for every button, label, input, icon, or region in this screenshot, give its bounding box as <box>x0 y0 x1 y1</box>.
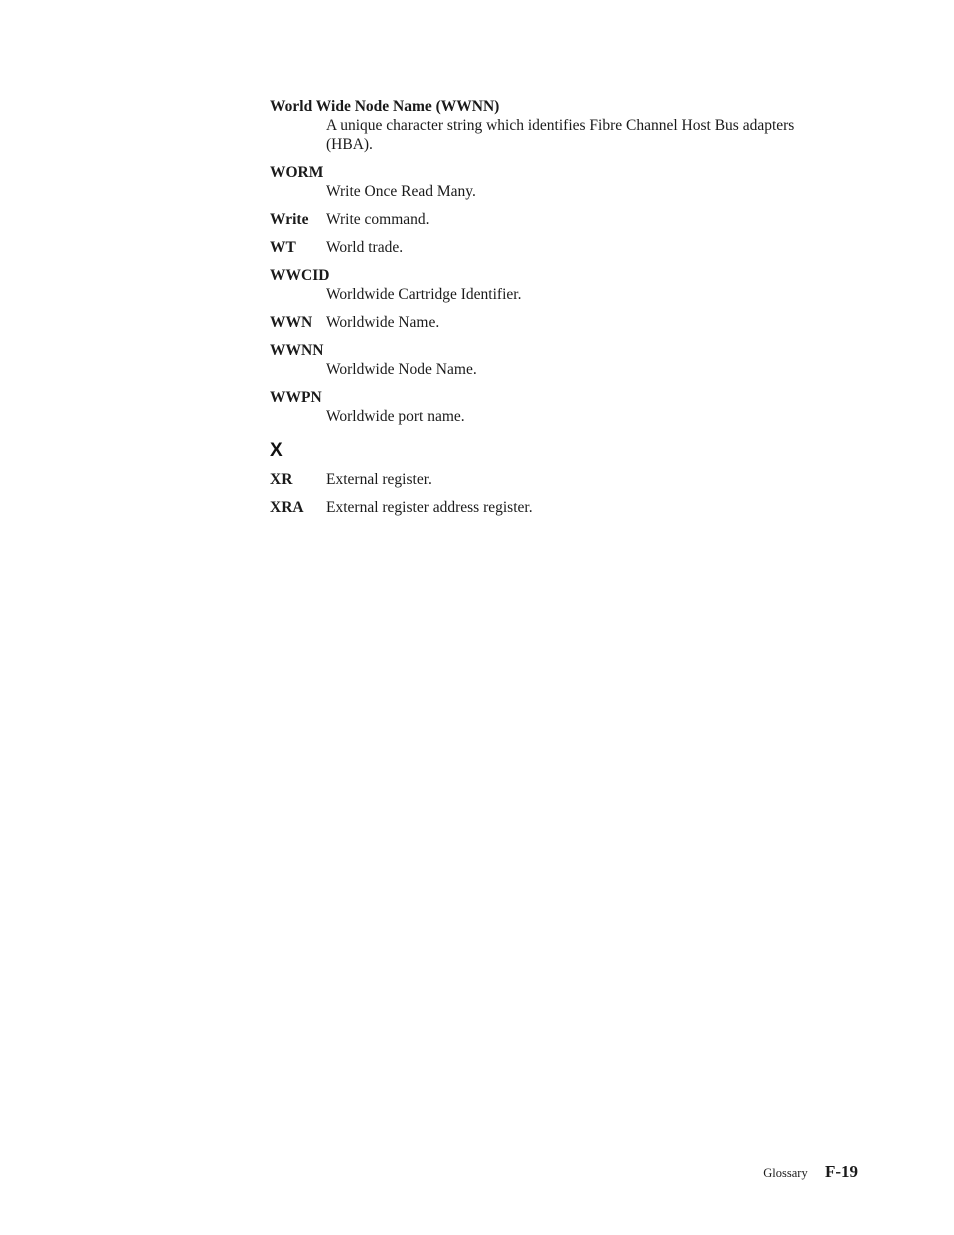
glossary-term: WT <box>270 239 296 256</box>
glossary-entry <box>270 388 810 426</box>
glossary-entry <box>270 97 810 154</box>
glossary-definition: Write command. <box>326 211 430 228</box>
glossary-definition: Worldwide port name. <box>326 408 465 425</box>
glossary-entry <box>270 470 810 489</box>
glossary-definition: Worldwide Name. <box>326 314 440 331</box>
glossary-entry <box>270 341 810 379</box>
glossary-term: WWPN <box>270 389 322 406</box>
glossary-entry <box>270 210 810 229</box>
glossary-term: XRA <box>270 499 304 516</box>
page-footer <box>763 1161 858 1184</box>
glossary-definition: Write Once Read Many. <box>326 183 476 200</box>
glossary-entry <box>270 313 810 332</box>
glossary-definition: External register. <box>326 471 432 488</box>
glossary-term: WWNN <box>270 342 324 359</box>
glossary-entry <box>270 238 810 257</box>
glossary-term: Write <box>270 211 309 228</box>
glossary-entry <box>270 498 810 517</box>
glossary-term: XR <box>270 471 293 488</box>
page-number: F-19 <box>824 1162 858 1181</box>
glossary-term: WWCID <box>270 267 330 284</box>
glossary-term: World Wide Node Name (WWNN) <box>270 98 500 115</box>
footer-label: Glossary <box>763 1166 808 1180</box>
glossary-definition: World trade. <box>326 239 404 256</box>
glossary-definition: A unique character string which identifies Fibre Channel Host Bus adapters (HBA). <box>326 117 795 153</box>
glossary-definition: External register address register. <box>326 499 533 516</box>
glossary-term: WORM <box>270 164 324 181</box>
glossary-definition: Worldwide Cartridge Identifier. <box>326 286 522 303</box>
glossary-entry <box>270 266 810 304</box>
section-heading-x: X <box>270 440 283 461</box>
glossary-definition: Worldwide Node Name. <box>326 361 477 378</box>
glossary-term: WWN <box>270 314 313 331</box>
glossary-entry <box>270 163 810 201</box>
glossary-content <box>270 97 810 526</box>
